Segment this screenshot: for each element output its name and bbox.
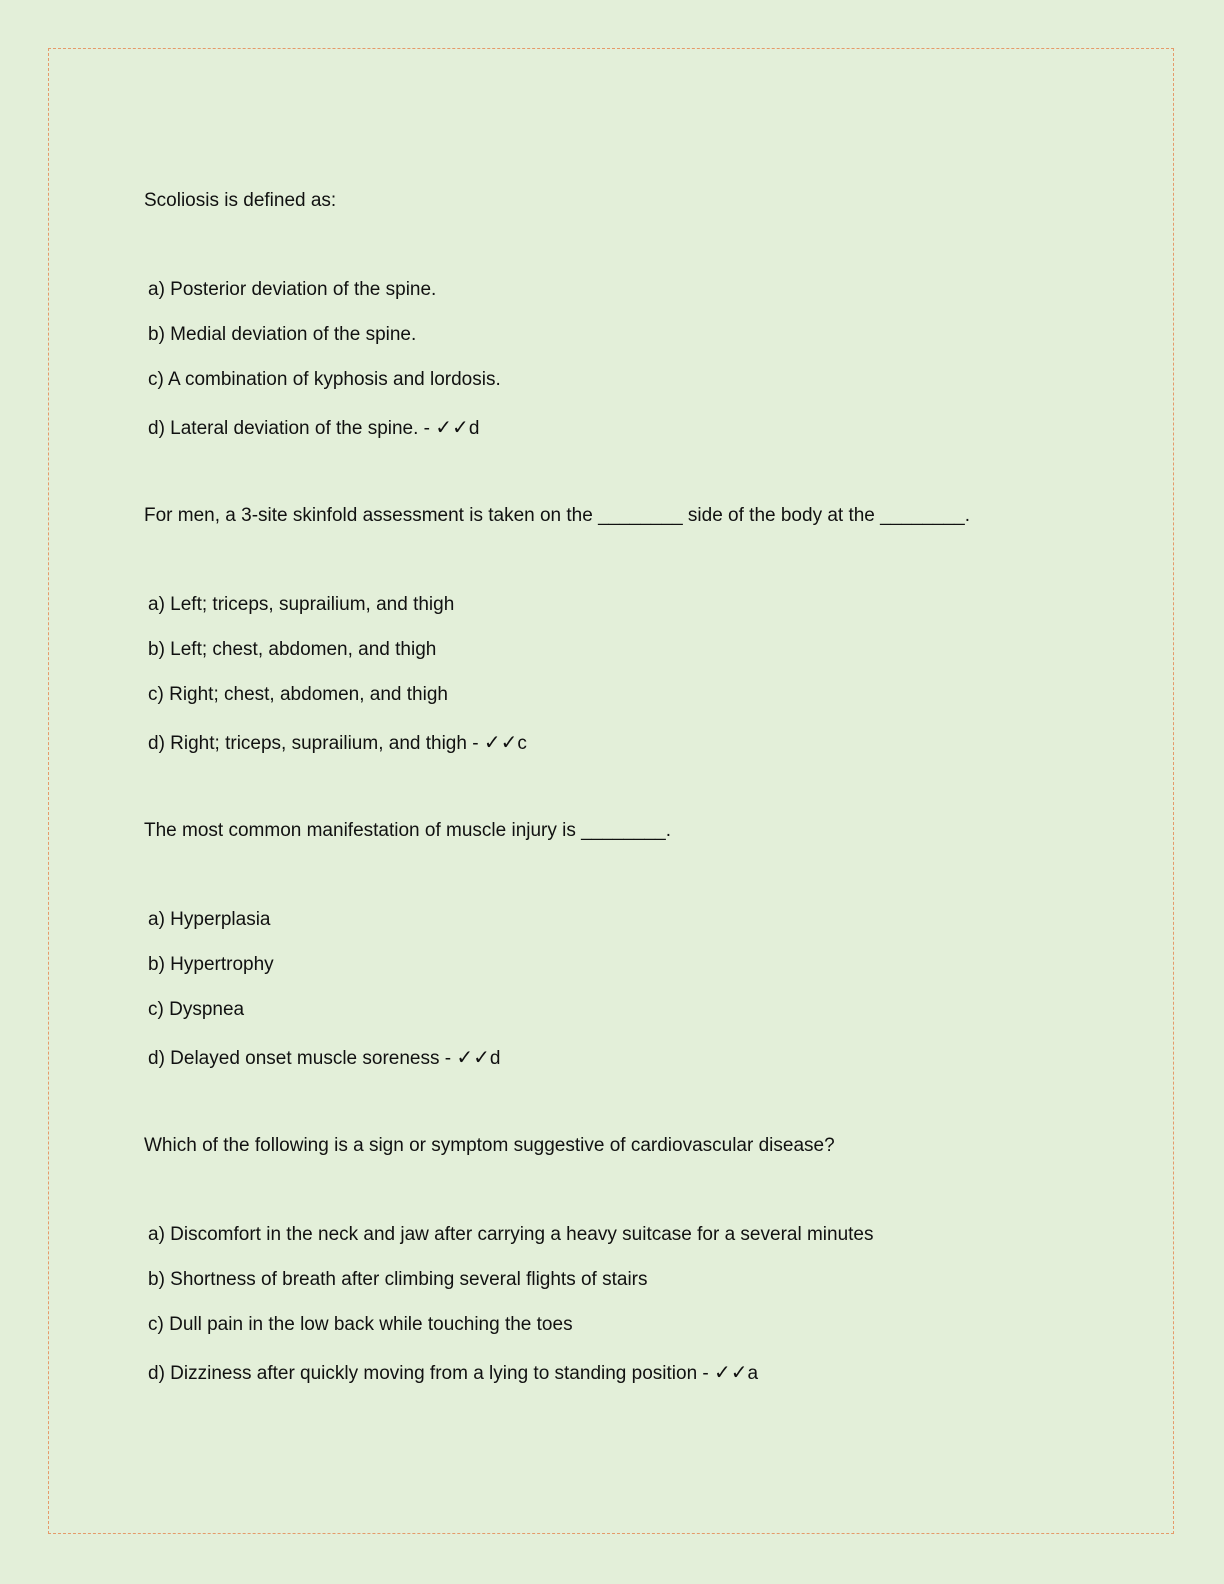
option-d-text: d) Lateral deviation of the spine. - xyxy=(148,418,431,439)
answer-letter: a xyxy=(747,1363,759,1384)
checkmark-icon: ✓✓ xyxy=(483,730,518,754)
option-d xyxy=(148,729,1104,755)
option-b: b) Medial deviation of the spine. xyxy=(148,324,417,345)
option-a: a) Left; triceps, suprailium, and thigh xyxy=(148,594,455,615)
checkmark-icon: ✓✓ xyxy=(456,1045,490,1069)
answer-letter: c xyxy=(517,733,527,754)
option-c: c) Right; chest, abdomen, and thigh xyxy=(148,684,448,705)
option-a: a) Discomfort in the neck and jaw after carrying a heavy suitcase for a several minutes xyxy=(148,1224,874,1245)
checkmark-icon: ✓✓ xyxy=(435,415,469,439)
option-b: b) Shortness of breath after climbing several flights of stairs xyxy=(148,1269,648,1290)
option-d xyxy=(148,1044,1104,1070)
question-text: Which of the following is a sign or symptom suggestive of cardiovascular disease? xyxy=(144,1135,835,1156)
option-c: c) A combination of kyphosis and lordosis. xyxy=(148,369,501,390)
option-d xyxy=(148,1359,1104,1385)
option-d-text: d) Dizziness after quickly moving from a lying to standing position - xyxy=(148,1363,709,1384)
option-d xyxy=(148,414,1104,440)
question-text: The most common manifestation of muscle injury is ________. xyxy=(144,820,671,841)
answer-letter: d xyxy=(468,418,480,439)
option-a: a) Posterior deviation of the spine. xyxy=(148,279,437,300)
answer-letter: d xyxy=(489,1048,501,1069)
checkmark-icon: ✓✓ xyxy=(714,1360,748,1384)
option-c: c) Dull pain in the low back while touching the toes xyxy=(148,1314,573,1335)
quiz-content xyxy=(144,188,1104,1385)
option-b: b) Left; chest, abdomen, and thigh xyxy=(148,639,437,660)
option-d-text: d) Right; triceps, suprailium, and thigh - xyxy=(148,733,479,754)
option-c: c) Dyspnea xyxy=(148,999,245,1020)
option-b: b) Hypertrophy xyxy=(148,954,274,975)
option-a: a) Hyperplasia xyxy=(148,909,271,930)
question-text: For men, a 3-site skinfold assessment is taken on the ________ side of the body at the ________. xyxy=(144,505,970,526)
option-d-text: d) Delayed onset muscle soreness - xyxy=(148,1048,452,1069)
question-text: Scoliosis is defined as: xyxy=(144,190,337,211)
